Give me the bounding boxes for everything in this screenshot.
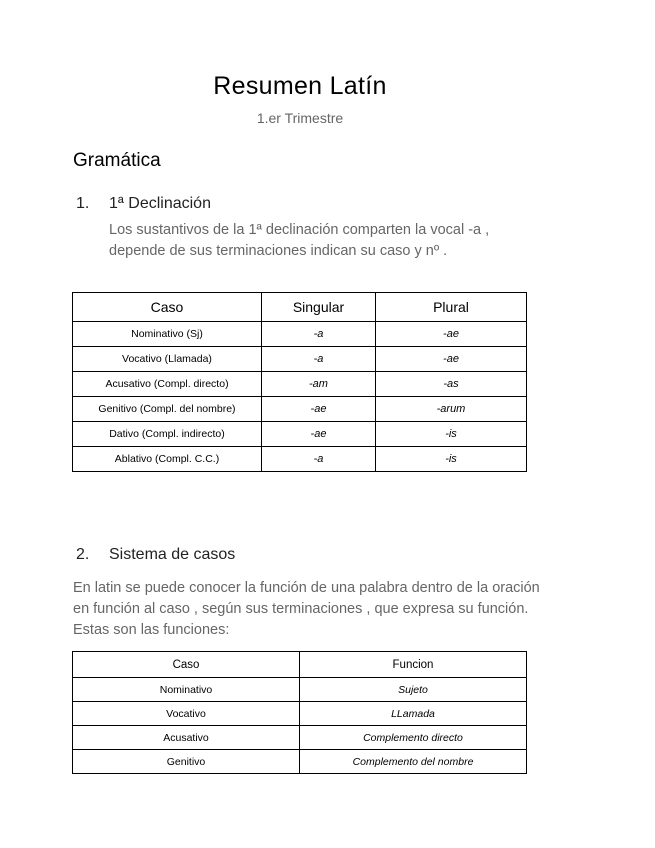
singular-cell: -ae: [262, 422, 376, 447]
section2-number: 2.: [76, 546, 90, 563]
section1-title-text: 1ª Declinación: [109, 195, 211, 212]
function-cell: Sujeto: [300, 678, 527, 702]
function-cell: Complemento del nombre: [300, 750, 527, 774]
case-cell: Nominativo (Sj): [73, 322, 262, 347]
table-row: [73, 322, 527, 347]
table-row: [73, 422, 527, 447]
case-cell: Ablativo (Compl. C.C.): [73, 447, 262, 472]
table-row: [73, 397, 527, 422]
singular-cell: -ae: [262, 397, 376, 422]
section1-number: 1.: [76, 195, 90, 212]
case-cell: Vocativo (Llamada): [73, 347, 262, 372]
table-row: [73, 750, 527, 774]
header-cell-caso: Caso: [73, 293, 262, 322]
section1-title: [76, 195, 211, 213]
table-row: [73, 347, 527, 372]
section1-paragraph: [109, 220, 489, 262]
table-row: [73, 678, 527, 702]
header-cell-funcion: Funcion: [300, 652, 527, 678]
section2-title: [76, 546, 235, 564]
section2-paragraph: [73, 578, 540, 641]
paragraph-line: en función al caso , según sus terminaciones , que expresa su función.: [73, 601, 529, 617]
section-heading-gramatica: Gramática: [73, 150, 161, 171]
function-cell: LLamada: [300, 702, 527, 726]
table-row: [73, 702, 527, 726]
paragraph-line: Estas son las funciones:: [73, 622, 230, 638]
case-cell: Acusativo (Compl. directo): [73, 372, 262, 397]
singular-cell: -a: [262, 322, 376, 347]
plural-cell: -arum: [376, 397, 527, 422]
function-cell: Complemento directo: [300, 726, 527, 750]
singular-cell: -a: [262, 347, 376, 372]
table-row: [73, 372, 527, 397]
header-cell-singular: Singular: [262, 293, 376, 322]
document-title: Resumen Latín: [213, 72, 387, 100]
plural-cell: -ae: [376, 347, 527, 372]
case-function-table: [72, 651, 527, 774]
case-cell: Genitivo (Compl. del nombre): [73, 397, 262, 422]
plural-cell: -is: [376, 447, 527, 472]
header-cell-plural: Plural: [376, 293, 527, 322]
singular-cell: -a: [262, 447, 376, 472]
plural-cell: -ae: [376, 322, 527, 347]
table-row: [73, 447, 527, 472]
table-header-row: [73, 652, 527, 678]
paragraph-line: En latin se puede conocer la función de una palabra dentro de la oración: [73, 580, 540, 596]
plural-cell: -as: [376, 372, 527, 397]
plural-cell: -is: [376, 422, 527, 447]
declension-table: [72, 292, 527, 472]
case-cell: Acusativo: [73, 726, 300, 750]
paragraph-line: depende de sus terminaciones indican su caso y nº .: [109, 243, 448, 259]
singular-cell: -am: [262, 372, 376, 397]
document-subtitle: 1.er Trimestre: [256, 110, 344, 126]
case-cell: Genitivo: [73, 750, 300, 774]
paragraph-line: Los sustantivos de la 1ª declinación comparten la vocal -a ,: [109, 222, 490, 238]
case-cell: Vocativo: [73, 702, 300, 726]
case-cell: Nominativo: [73, 678, 300, 702]
table-header-row: [73, 293, 527, 322]
header-cell-caso: Caso: [73, 652, 300, 678]
case-cell: Dativo (Compl. indirecto): [73, 422, 262, 447]
section2-title-text: Sistema de casos: [109, 546, 236, 563]
table-row: [73, 726, 527, 750]
